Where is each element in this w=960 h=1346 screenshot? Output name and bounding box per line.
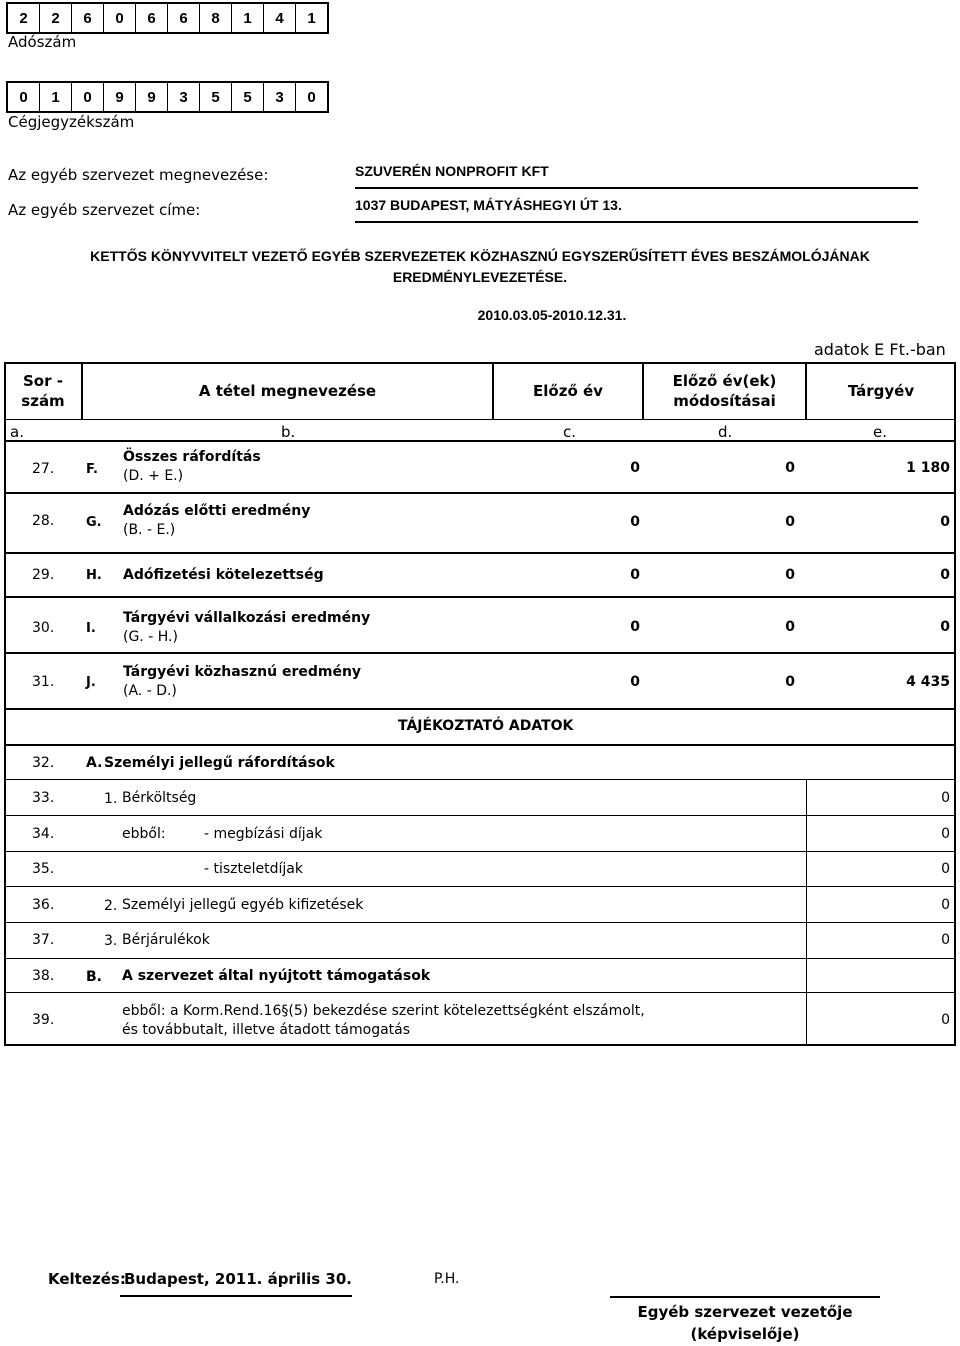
- row-30-mod: 0: [785, 619, 795, 635]
- info-34-text: - megbízási díjak: [204, 826, 323, 842]
- rule-row-27: [4, 492, 956, 494]
- reg-digit: 3: [168, 83, 200, 111]
- info-38-text: A szervezet által nyújtott támogatások: [122, 968, 431, 984]
- stamp-placeholder: P.H.: [434, 1271, 460, 1287]
- col-letter-b: b.: [281, 423, 296, 441]
- header-name: A tétel megnevezése: [82, 362, 493, 420]
- row-29-prev: 0: [630, 567, 640, 583]
- tax-number-boxes: [6, 2, 329, 34]
- rule-info-33: [4, 815, 956, 816]
- info-39-text: ebből: a Korm.Rend.16§(5) bekezdése szerint kötelezettségként elszámolt, és továbbutalt, illetve átadott támogatás: [122, 1003, 645, 1038]
- info-37-code: 3.: [104, 933, 118, 949]
- report-title-line1: KETTŐS KÖNYVVITELT VEZETŐ EGYÉB SZERVEZETEK KÖZHASZNÚ EGYSZERŰSÍTETT ÉVES BESZÁMOLÓJÁNAK: [90, 248, 870, 264]
- info-39-no: 39.: [32, 1012, 55, 1028]
- row-27-cur: 1 180: [906, 460, 950, 476]
- info-35-text: - tiszteletdíjak: [204, 861, 303, 877]
- org-address-label: Az egyéb szervezet címe:: [8, 201, 201, 219]
- reg-digit: 0: [8, 83, 40, 111]
- info-37-val: 0: [941, 932, 950, 948]
- info-36-text: Személyi jellegű egyéb kifizetések: [122, 897, 364, 913]
- col-letter-a: a.: [10, 423, 24, 441]
- row-31-code: J.: [86, 675, 96, 690]
- info-35-val: 0: [941, 861, 950, 877]
- report-period: 2010.03.05-2010.12.31.: [477, 307, 627, 323]
- info-36-code: 2.: [104, 898, 118, 914]
- info-35-no: 35.: [32, 861, 55, 877]
- info-34-no: 34.: [32, 826, 55, 842]
- info-36-val: 0: [941, 897, 950, 913]
- reg-digit: 0: [307, 88, 316, 106]
- tax-digit: 4: [264, 4, 296, 32]
- header-sor: Sor - szám: [4, 362, 82, 420]
- signer-subtitle: (képviselője): [690, 1325, 800, 1343]
- info-39-val: 0: [941, 1012, 950, 1028]
- rule-row-31: [4, 708, 956, 710]
- row-30-no: 30.: [32, 620, 55, 636]
- info-37-text: Bérjárulékok: [122, 932, 210, 948]
- row-31-prev: 0: [630, 674, 640, 690]
- row-28-no: 28.: [32, 513, 55, 529]
- col-letter-d: d.: [718, 423, 733, 441]
- unit-note: adatok E Ft.-ban: [814, 340, 946, 359]
- tax-digit: 1: [307, 9, 316, 27]
- tax-number-label: Adószám: [8, 33, 77, 51]
- rule-below-letters: [4, 440, 956, 442]
- tax-digit: 2: [40, 4, 72, 32]
- signer-title: Egyéb szervezet vezetője: [637, 1303, 853, 1321]
- row-31-cur: 4 435: [906, 674, 950, 690]
- info-33-code: 1.: [104, 791, 118, 807]
- date-underline: [120, 1295, 352, 1297]
- row-29-code: H.: [86, 568, 102, 583]
- row-29-name: Adófizetési kötelezettség: [123, 567, 324, 583]
- date-value: Budapest, 2011. április 30.: [124, 1270, 352, 1288]
- rule-row-29: [4, 596, 956, 598]
- header-prev: Előző év: [493, 362, 643, 420]
- row-30-prev: 0: [630, 619, 640, 635]
- reg-digit: 0: [72, 83, 104, 111]
- tax-digit: 6: [72, 4, 104, 32]
- row-27-prev: 0: [630, 460, 640, 476]
- info-34-val: 0: [941, 826, 950, 842]
- rule-info-35: [4, 886, 956, 887]
- row-27-code: F.: [86, 462, 98, 477]
- reg-digit: 5: [200, 83, 232, 111]
- tax-digit: 6: [168, 4, 200, 32]
- rule-info-38: [4, 992, 956, 993]
- row-31-name: Tárgyévi közhasznú eredmény (A. - D.): [123, 664, 362, 699]
- tax-digit: 0: [104, 4, 136, 32]
- company-reg-label: Cégjegyzékszám: [8, 113, 135, 131]
- org-address-value: 1037 BUDAPEST, MÁTYÁSHEGYI ÚT 13.: [355, 197, 918, 223]
- tax-digit: 8: [200, 4, 232, 32]
- row-28-prev: 0: [630, 514, 640, 530]
- info-32-text: Személyi jellegű ráfordítások: [104, 755, 335, 771]
- row-31-no: 31.: [32, 674, 55, 690]
- rule-info-36: [4, 922, 956, 923]
- row-28-cur: 0: [940, 514, 950, 530]
- report-title-line2: EREDMÉNYLEVEZETÉSE.: [392, 269, 568, 285]
- reg-digit: 9: [136, 83, 168, 111]
- row-28-name: Adózás előtti eredmény (B. - E.): [123, 503, 311, 538]
- header-mod: Előző év(ek) módosításai: [643, 362, 806, 420]
- rule-info-34: [4, 851, 956, 852]
- info-32-no: 32.: [32, 755, 55, 771]
- row-27-no: 27.: [32, 461, 55, 477]
- reg-digit: 3: [264, 83, 296, 111]
- reg-digit: 5: [232, 83, 264, 111]
- info-value-col-rule: [806, 779, 807, 1046]
- row-27-mod: 0: [785, 460, 795, 476]
- col-letter-c: c.: [563, 423, 577, 441]
- row-28-mod: 0: [785, 514, 795, 530]
- row-30-name: Tárgyévi vállalkozási eredmény (G. - H.): [123, 610, 371, 645]
- header-cur: Tárgyév: [806, 362, 956, 420]
- info-37-no: 37.: [32, 932, 55, 948]
- info-32-code: A.: [86, 755, 103, 771]
- row-30-code: I.: [86, 621, 96, 636]
- rule-row-28: [4, 552, 956, 554]
- row-29-cur: 0: [940, 567, 950, 583]
- info-title: TÁJÉKOZTATÓ ADATOK: [398, 718, 574, 734]
- row-31-mod: 0: [785, 674, 795, 690]
- rule-info-32: [4, 779, 956, 780]
- info-38-no: 38.: [32, 968, 55, 984]
- row-29-mod: 0: [785, 567, 795, 583]
- row-27-name: Összes ráfordítás (D. + E.): [123, 449, 261, 484]
- info-33-no: 33.: [32, 790, 55, 806]
- reg-digit: 1: [40, 83, 72, 111]
- reg-digit: 9: [104, 83, 136, 111]
- signature-line: [610, 1296, 880, 1298]
- info-34-pre: ebből:: [122, 826, 166, 842]
- info-36-no: 36.: [32, 897, 55, 913]
- date-label: Keltezés:: [48, 1270, 126, 1288]
- company-reg-boxes: [6, 81, 329, 113]
- row-29-no: 29.: [32, 567, 55, 583]
- tax-digit: 2: [8, 4, 40, 32]
- org-name-label: Az egyéb szervezet megnevezése:: [8, 166, 269, 184]
- tax-digit: 6: [136, 4, 168, 32]
- info-33-val: 0: [941, 790, 950, 806]
- org-name-value: SZUVERÉN NONPROFIT KFT: [355, 163, 918, 189]
- rule-info-title: [4, 744, 956, 746]
- tax-digit: 1: [232, 4, 264, 32]
- info-38-code: B.: [86, 969, 102, 985]
- info-33-text: Bérköltség: [122, 790, 197, 806]
- rule-info-37: [4, 958, 956, 959]
- row-30-cur: 0: [940, 619, 950, 635]
- rule-row-30: [4, 652, 956, 654]
- col-letter-e: e.: [873, 423, 887, 441]
- row-28-code: G.: [86, 515, 102, 530]
